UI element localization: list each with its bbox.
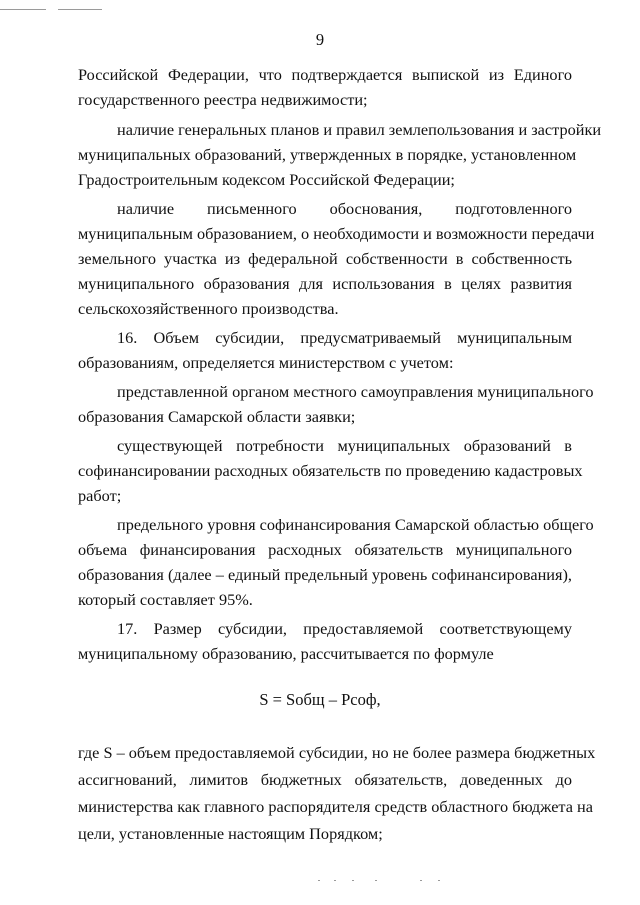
text-line: который составляет 95%. — [78, 590, 253, 609]
text-line: образования (далее – единый предельный уровень софинансирования), — [78, 565, 572, 584]
scan-edge-mark — [58, 9, 102, 10]
scan-speck — [438, 880, 440, 881]
text-line: ассигнований, лимитов бюджетных обязательств, доведенных до — [78, 770, 572, 789]
text-line: муниципального образования для использования в целях развития — [78, 274, 572, 293]
scan-speck — [334, 880, 336, 881]
text-line: муниципальному образованию, рассчитывается по формуле — [78, 644, 494, 663]
formula: S = Sобщ – Рсоф, — [259, 690, 381, 709]
text-line: земельного участка из федеральной собственности в собственность — [78, 249, 572, 268]
text-line: муниципальных образований, утвержденных в порядке, установленном — [78, 145, 577, 164]
text-line: где S – объем предоставляемой субсидии, но не более размера бюджетных — [78, 743, 596, 762]
text-line: государственного реестра недвижимости; — [78, 90, 368, 109]
text-line: Российской Федерации, что подтверждается выпиской из Единого — [78, 65, 572, 84]
text-line: представленной органом местного самоуправления муниципального — [117, 382, 594, 401]
text-line: наличие генеральных планов и правил землепользования и застройки — [117, 120, 602, 139]
text-line: министерства как главного распорядителя средств областного бюджета на — [78, 797, 593, 816]
text-line: наличие письменного обоснования, подготовленного — [117, 199, 572, 218]
text-line: Градостроительным кодексом Российской Федерации; — [78, 170, 455, 189]
text-line: муниципальным образованием, о необходимости и возможности передачи — [78, 224, 595, 243]
text-line: 17. Размер субсидии, предоставляемой соответствующему — [117, 619, 572, 638]
page-number: 9 — [315, 30, 325, 49]
text-line: объема финансирования расходных обязательств муниципального — [78, 540, 572, 559]
scan-speck — [420, 880, 422, 881]
text-line: цели, установленные настоящим Порядком; — [78, 824, 383, 843]
text-line: существующей потребности муниципальных образований в — [117, 436, 572, 455]
text-line: софинансировании расходных обязательств по проведению кадастровых — [78, 461, 583, 480]
text-line: образованиям, определяется министерством с учетом: — [78, 353, 454, 372]
text-line: образования Самарской области заявки; — [78, 407, 356, 426]
scan-speck — [352, 880, 354, 881]
scan-speck — [375, 880, 377, 881]
text-line: сельскохозяйственного производства. — [78, 299, 339, 318]
text-line: предельного уровня софинансирования Самарской областью общего — [117, 515, 594, 534]
text-line: работ; — [78, 486, 122, 505]
text-line: 16. Объем субсидии, предусматриваемый муниципальным — [117, 328, 572, 347]
scan-edge-mark — [0, 9, 46, 10]
scan-speck — [318, 880, 320, 881]
